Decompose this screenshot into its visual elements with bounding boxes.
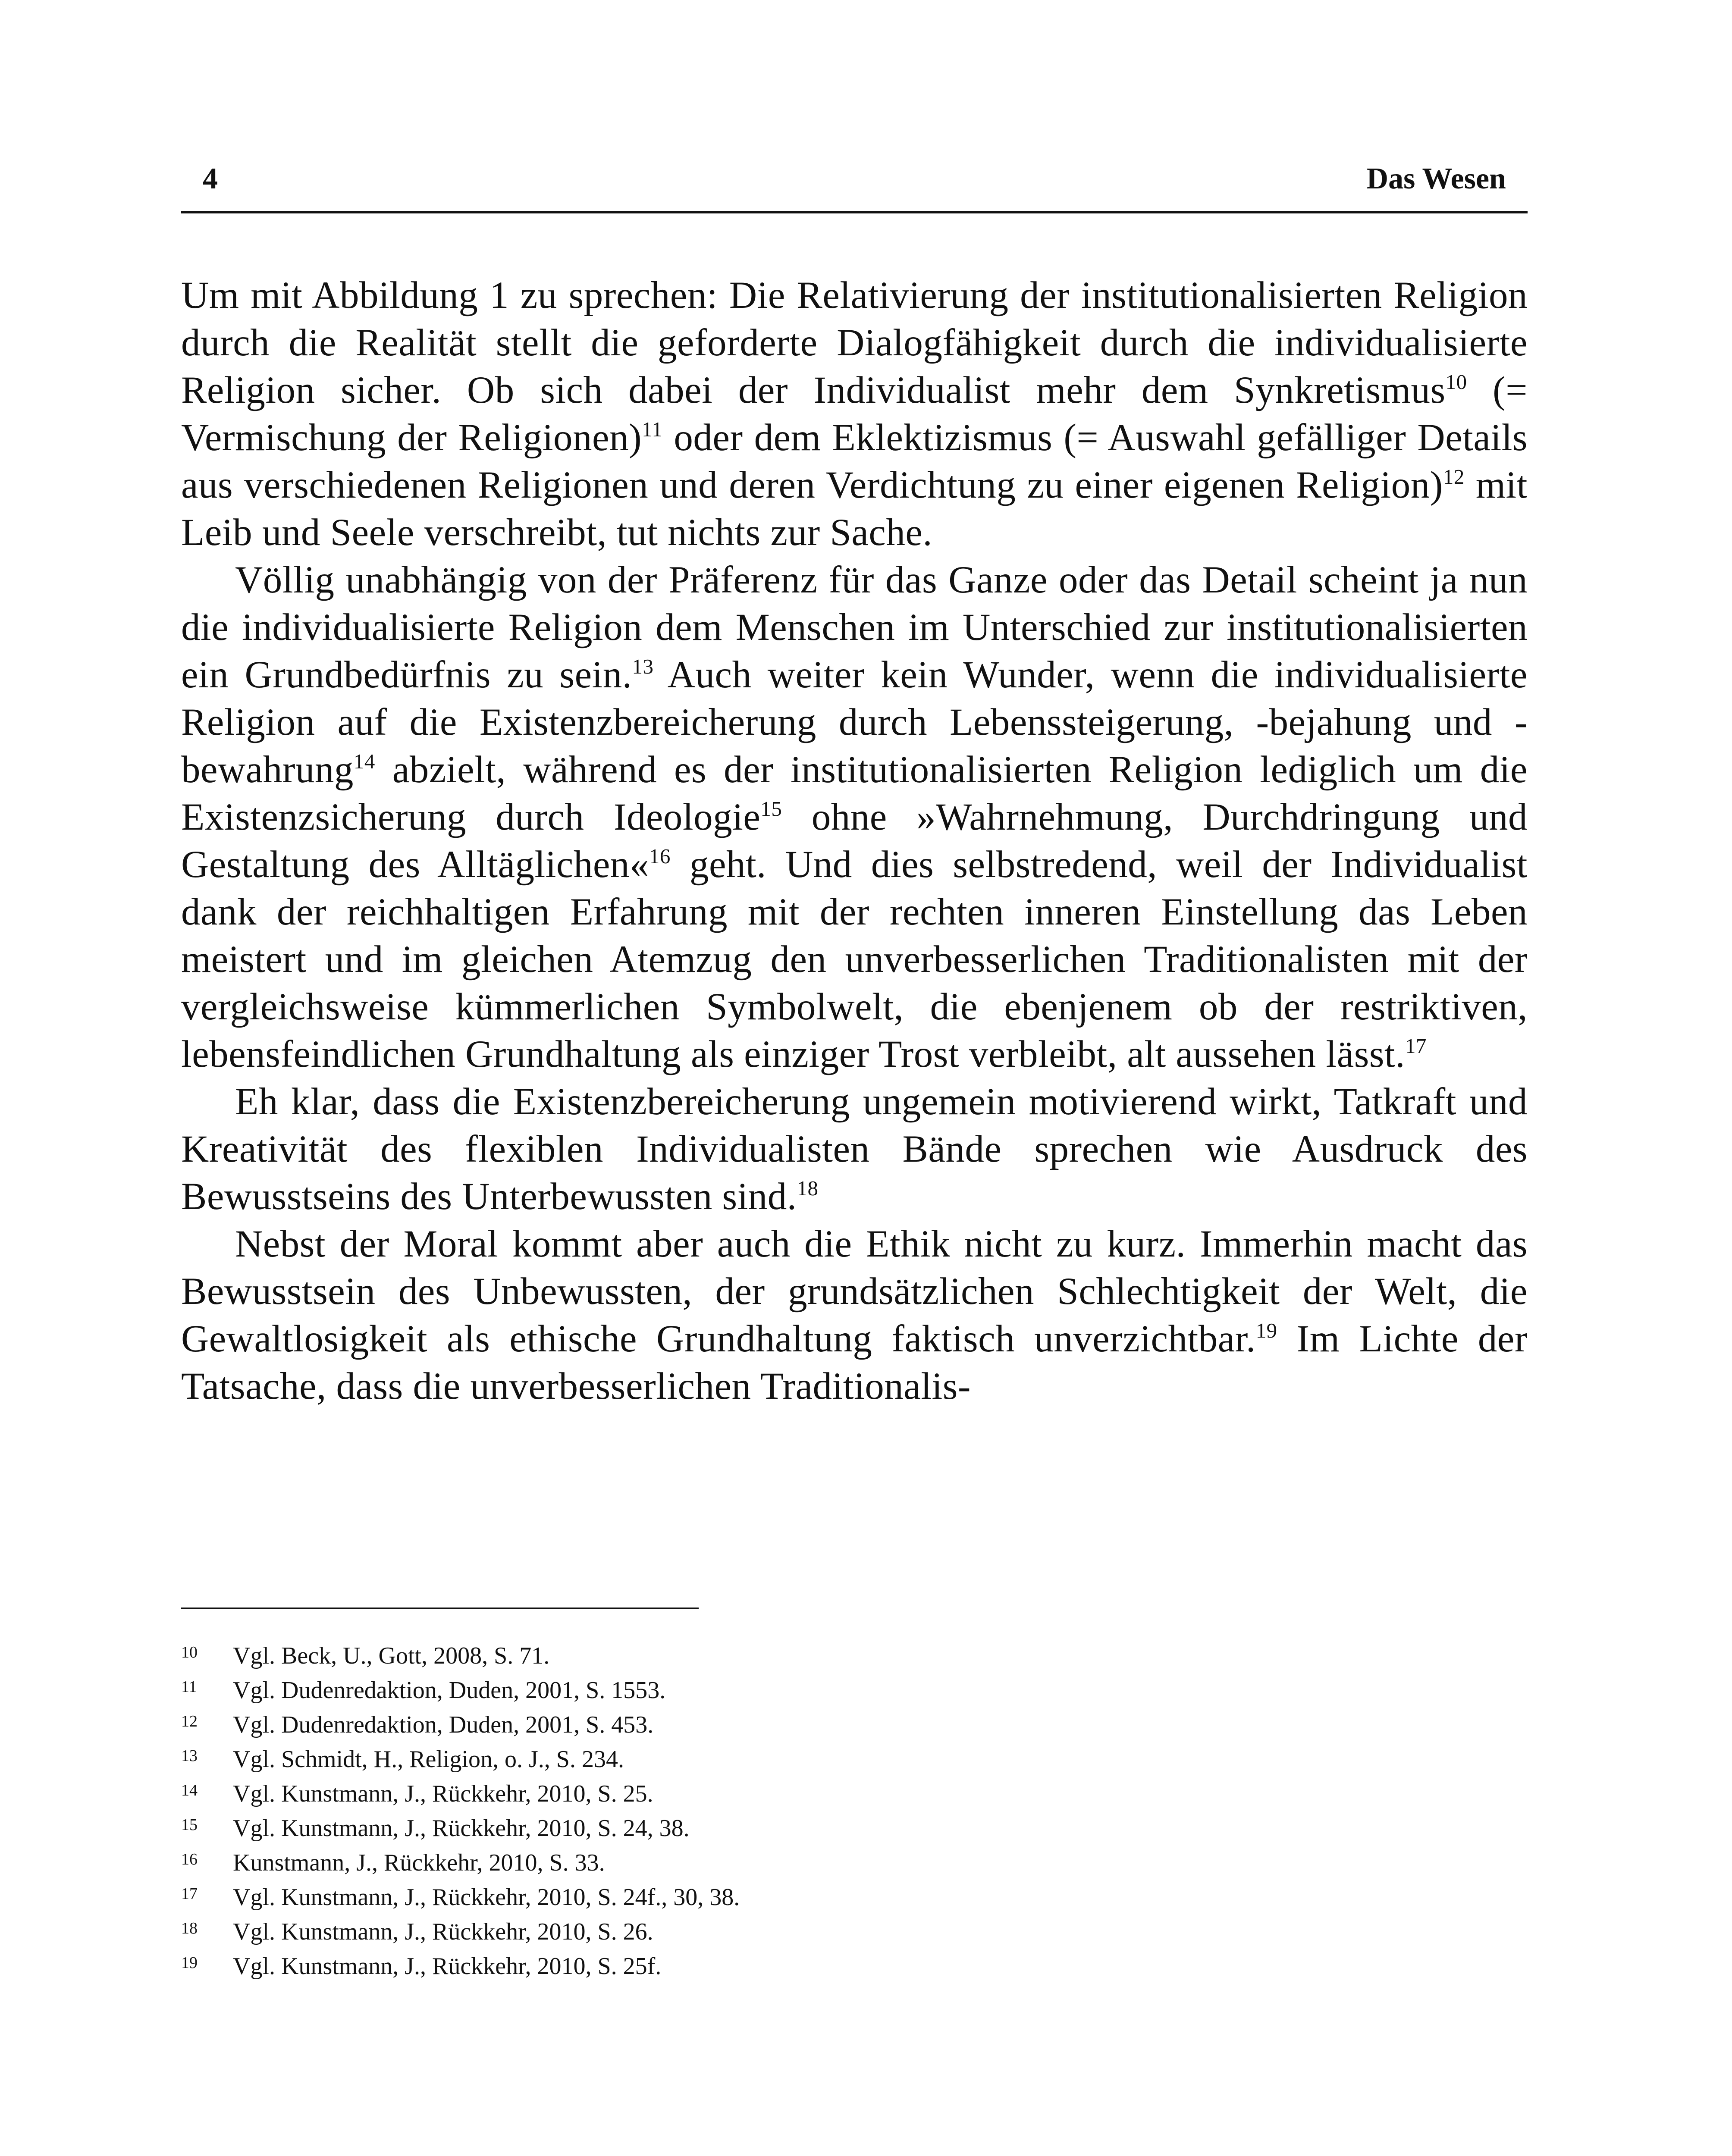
text-run: Um mit Abbildung 1 zu sprechen: Die Relativierung der institutionalisierten Religion durch die Realität stellt die geforderte Dialogfähigkeit durch die individualisierte Religion sicher. Ob sich dabei der Individualist mehr dem Synkretismus xyxy=(181,274,1528,411)
footnote-ref: 18 xyxy=(797,1176,819,1200)
footnote xyxy=(181,1639,1528,1673)
footnote xyxy=(181,1708,1528,1742)
footnote xyxy=(181,1949,1528,1984)
footnote-number: 11 xyxy=(181,1678,197,1696)
footnote xyxy=(181,1846,1528,1880)
text-run: Im Lichte der Tatsache, dass die unverbesserlichen Traditionalis- xyxy=(181,1318,1528,1407)
footnote-text: Vgl. Kunstmann, J., Rückkehr, 2010, S. 25f. xyxy=(233,1953,662,1980)
footnote-text: Vgl. Kunstmann, J., Rückkehr, 2010, S. 24f., 30, 38. xyxy=(233,1884,740,1911)
footnote-ref: 15 xyxy=(760,797,782,821)
footnote-number: 18 xyxy=(181,1919,198,1937)
footnote-number: 17 xyxy=(181,1885,198,1903)
footnote xyxy=(181,1811,1528,1846)
footnote-ref: 10 xyxy=(1445,370,1467,394)
footnote xyxy=(181,1880,1528,1915)
page-number: 4 xyxy=(203,162,218,195)
footnotes xyxy=(181,1639,1528,1984)
text-run: abzielt, während es der institutionalisierten Religion lediglich um die Existenzsicherung durch Ideologie xyxy=(181,749,1528,838)
footnote-text: Kunstmann, J., Rückkehr, 2010, S. 33. xyxy=(233,1849,605,1876)
running-head: Das Wesen xyxy=(1366,162,1506,195)
header-rule xyxy=(181,211,1528,213)
footnote-ref: 19 xyxy=(1255,1319,1277,1343)
footnote-number: 16 xyxy=(181,1850,198,1868)
paragraph xyxy=(181,556,1528,1078)
footnote-number: 10 xyxy=(181,1643,198,1661)
footnote-number: 15 xyxy=(181,1816,198,1834)
text-run: Eh klar, dass die Existenzbereicherung ungemein motivierend wirkt, Tatkraft und Kreativität des flexiblen Individualisten Bände sprechen wie Ausdruck des Bewusstseins des Unterbewussten sind. xyxy=(181,1081,1528,1218)
footnote-ref: 11 xyxy=(642,417,663,442)
footnote xyxy=(181,1915,1528,1949)
text-run: (= Vermischung der Religionen) xyxy=(181,369,1528,459)
footnote-text: Vgl. Kunstmann, J., Rückkehr, 2010, S. 25. xyxy=(233,1780,653,1807)
footnote-text: Vgl. Schmidt, H., Religion, o. J., S. 234. xyxy=(233,1746,624,1773)
text-run: Auch weiter kein Wunder, wenn die individualisierte Religion auf die Existenzbereicherung durch Lebenssteigerung, -bejahung und -bewahrung xyxy=(181,654,1528,791)
footnote-ref: 13 xyxy=(632,655,654,679)
footnote xyxy=(181,1673,1528,1708)
footnote-number: 14 xyxy=(181,1781,198,1799)
page-header xyxy=(181,160,1528,198)
paragraph xyxy=(181,1220,1528,1410)
footnote-text: Vgl. Kunstmann, J., Rückkehr, 2010, S. 26. xyxy=(233,1918,653,1945)
footnote-ref: 16 xyxy=(649,844,671,868)
footnote-text: Vgl. Kunstmann, J., Rückkehr, 2010, S. 24, 38. xyxy=(233,1815,690,1842)
text-run: mit Leib und Seele verschreibt, tut nichts zur Sache. xyxy=(181,464,1528,554)
footnote-ref: 17 xyxy=(1405,1034,1427,1058)
text-run: geht. Und dies selbstredend, weil der Individualist dank der reichhaltigen Erfahrung mit der rechten inneren Einstellung das Leben meistert und im gleichen Atemzug den unverbesserlichen Traditionalisten mit der vergleichsweise kümmerlichen Symbolwelt, die ebenjenem ob der restriktiven, lebensfeindlichen Grundhaltung als einziger Trost verbleibt, alt aussehen lässt. xyxy=(181,843,1528,1075)
footnote-ref: 14 xyxy=(353,749,375,774)
footnote-number: 19 xyxy=(181,1954,198,1972)
footnote-text: Vgl. Dudenredaktion, Duden, 2001, S. 453. xyxy=(233,1711,654,1738)
text-run: ohne »Wahrnehmung, Durchdringung und Gestaltung des Alltäglichen« xyxy=(181,796,1528,886)
paragraph xyxy=(181,272,1528,556)
text-run: Nebst der Moral kommt aber auch die Ethik nicht zu kurz. Immerhin macht das Bewusstsein des Unbewussten, der grundsätzlichen Schlechtigkeit der Welt, die Gewaltlosigkeit als ethische Grundhaltung faktisch unverzichtbar. xyxy=(181,1223,1528,1360)
footnote-ref: 12 xyxy=(1443,465,1465,489)
paragraph xyxy=(181,1078,1528,1220)
footnote xyxy=(181,1742,1528,1777)
footnote-text: Vgl. Beck, U., Gott, 2008, S. 71. xyxy=(233,1642,550,1669)
footnote-text: Vgl. Dudenredaktion, Duden, 2001, S. 1553. xyxy=(233,1677,666,1704)
text-run: oder dem Eklektizismus (= Auswahl gefälliger Details aus verschiedenen Religionen und deren Verdichtung zu einer eigenen Religion) xyxy=(181,417,1528,506)
footnote-rule xyxy=(181,1608,699,1609)
text-run: Völlig unabhängig von der Präferenz für das Ganze oder das Detail scheint ja nun die individualisierte Religion dem Menschen im Unterschied zur institutionalisierten ein Grundbedürfnis zu sein. xyxy=(181,559,1528,696)
footnote-number: 12 xyxy=(181,1712,198,1730)
footnote-number: 13 xyxy=(181,1747,198,1765)
footnote xyxy=(181,1777,1528,1811)
body-text xyxy=(181,272,1528,1410)
